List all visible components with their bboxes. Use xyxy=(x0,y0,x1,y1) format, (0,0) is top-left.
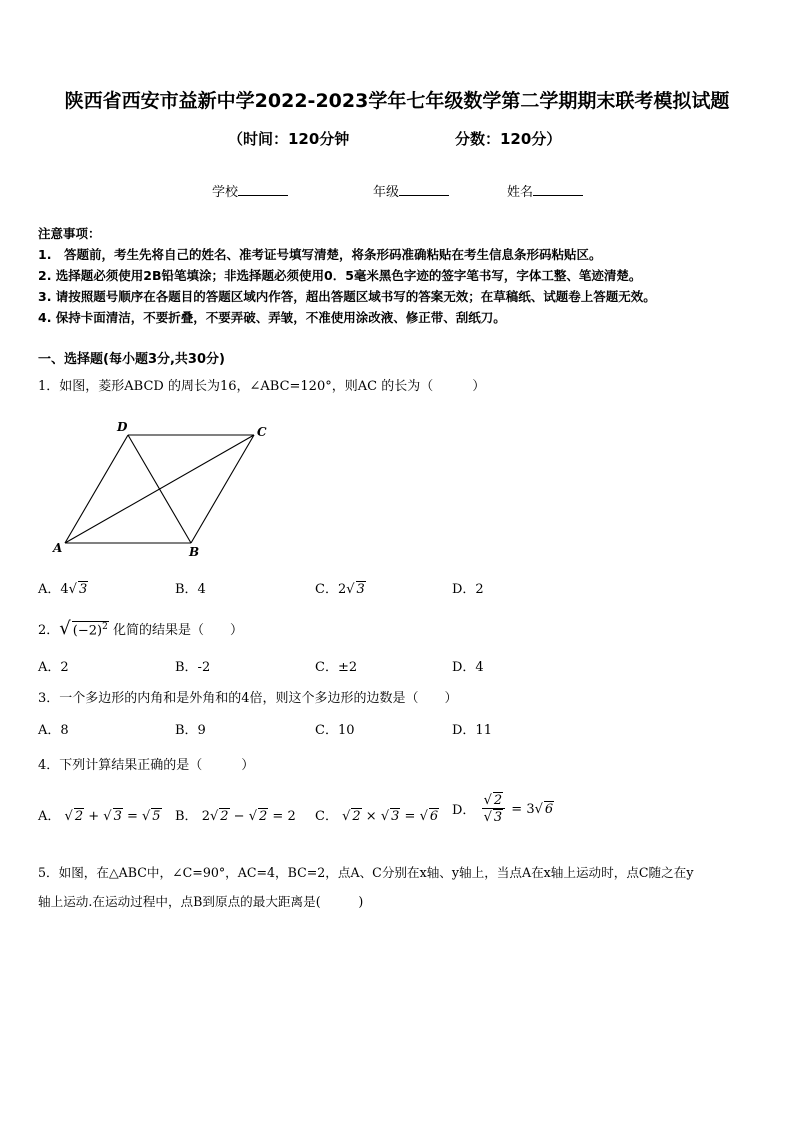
rhombus-figure xyxy=(45,418,285,563)
name-label: 姓名 xyxy=(507,185,534,200)
question-1-stem: 1．如图，菱形ABCD 的周长为16，∠ABC=120°，则AC 的长为（ ） xyxy=(38,379,486,394)
school-field xyxy=(212,181,288,200)
question-2-stem: 2．√ $(-2)^2$ 化简的结果是（ ） xyxy=(38,618,243,639)
exam-score: 分数：120分） xyxy=(455,130,562,148)
side-da xyxy=(65,435,128,543)
side-bc xyxy=(191,435,254,543)
notes-title: 注意事项： xyxy=(38,226,101,241)
q3-option-b[interactable]: B．9 xyxy=(175,723,206,738)
q4-option-b[interactable]: B． 2√ 2 − √ 2 = 2 xyxy=(175,809,296,824)
grade-blank[interactable] xyxy=(399,183,449,196)
q1-option-b[interactable]: B．4 xyxy=(175,582,206,597)
q2-option-a[interactable]: A．2 xyxy=(38,660,69,675)
q4-option-c[interactable]: C． √ 2 × √ 3 = √ 6 xyxy=(315,809,439,824)
label-c: C xyxy=(257,425,267,439)
exam-time: （时间：120分钟 xyxy=(228,130,350,148)
q3-option-d[interactable]: D．11 xyxy=(452,723,492,738)
q1-option-d[interactable]: D．2 xyxy=(452,582,484,597)
q4-option-d[interactable]: D． $\frac{√ 2}{√ 3}$ = 3√ 6 xyxy=(452,793,554,825)
note-item: 2. 选择题必须使用2B铅笔填涂；非选择题必须使用0．5毫米黑色字迹的签字笔书写，字体工整、笔迹清楚。 xyxy=(38,268,642,283)
q2-option-d[interactable]: D．4 xyxy=(452,660,484,675)
grade-field xyxy=(373,181,449,200)
label-b: B xyxy=(189,545,200,559)
question-5-line-1: 5．如图，在△ABC中，∠C=90°，AC=4，BC=2，点A、C分别在x轴、y轴上，当点A在x轴上运动时，点C随之在y xyxy=(38,865,694,880)
q2-option-c[interactable]: C．±2 xyxy=(315,660,358,675)
note-item: 4. 保持卡面清洁，不要折叠，不要弄破、弄皱，不准使用涂改液、修正带、刮纸刀。 xyxy=(38,310,506,325)
name-blank[interactable] xyxy=(533,183,583,196)
q3-option-a[interactable]: A．8 xyxy=(38,723,69,738)
exam-title: 陕西省西安市益新中学2022-2023学年七年级数学第二学期期末联考模拟试题 xyxy=(64,90,730,112)
diagonal-bd xyxy=(128,435,191,543)
q1-option-c[interactable]: C．2√ 3 xyxy=(315,582,365,597)
q3-option-c[interactable]: C．10 xyxy=(315,723,355,738)
school-blank[interactable] xyxy=(238,183,288,196)
q2-option-b[interactable]: B．-2 xyxy=(175,660,211,675)
note-item: 3. 请按照题号顺序在各题目的答题区域内作答，超出答题区域书写的答案无效；在草稿纸、试题卷上答题无效。 xyxy=(38,289,656,304)
question-5-line-2: 轴上运动.在运动过程中，点B到原点的最大距离是( ) xyxy=(38,894,364,909)
question-3-stem: 3．一个多边形的内角和是外角和的4倍，则这个多边形的边数是（ ） xyxy=(38,691,458,706)
notes-block xyxy=(38,223,656,328)
q4-option-a[interactable]: A． √ 2 + √ 3 = √ 5 xyxy=(38,809,161,824)
note-item: 1. 答题前，考生先将自己的姓名、准考证号填写清楚，将条形码准确粘贴在考生信息条形码粘贴区。 xyxy=(38,247,602,262)
name-field xyxy=(507,181,583,200)
q1-option-a[interactable]: A．4√ 3 xyxy=(38,582,88,597)
school-label: 学校 xyxy=(212,185,239,200)
grade-label: 年级 xyxy=(373,185,400,200)
question-4-stem: 4．下列计算结果正确的是（ ） xyxy=(38,758,255,773)
section-heading: 一、选择题(每小题3分,共30分) xyxy=(38,352,225,367)
label-a: A xyxy=(53,541,63,555)
label-d: D xyxy=(117,420,128,434)
